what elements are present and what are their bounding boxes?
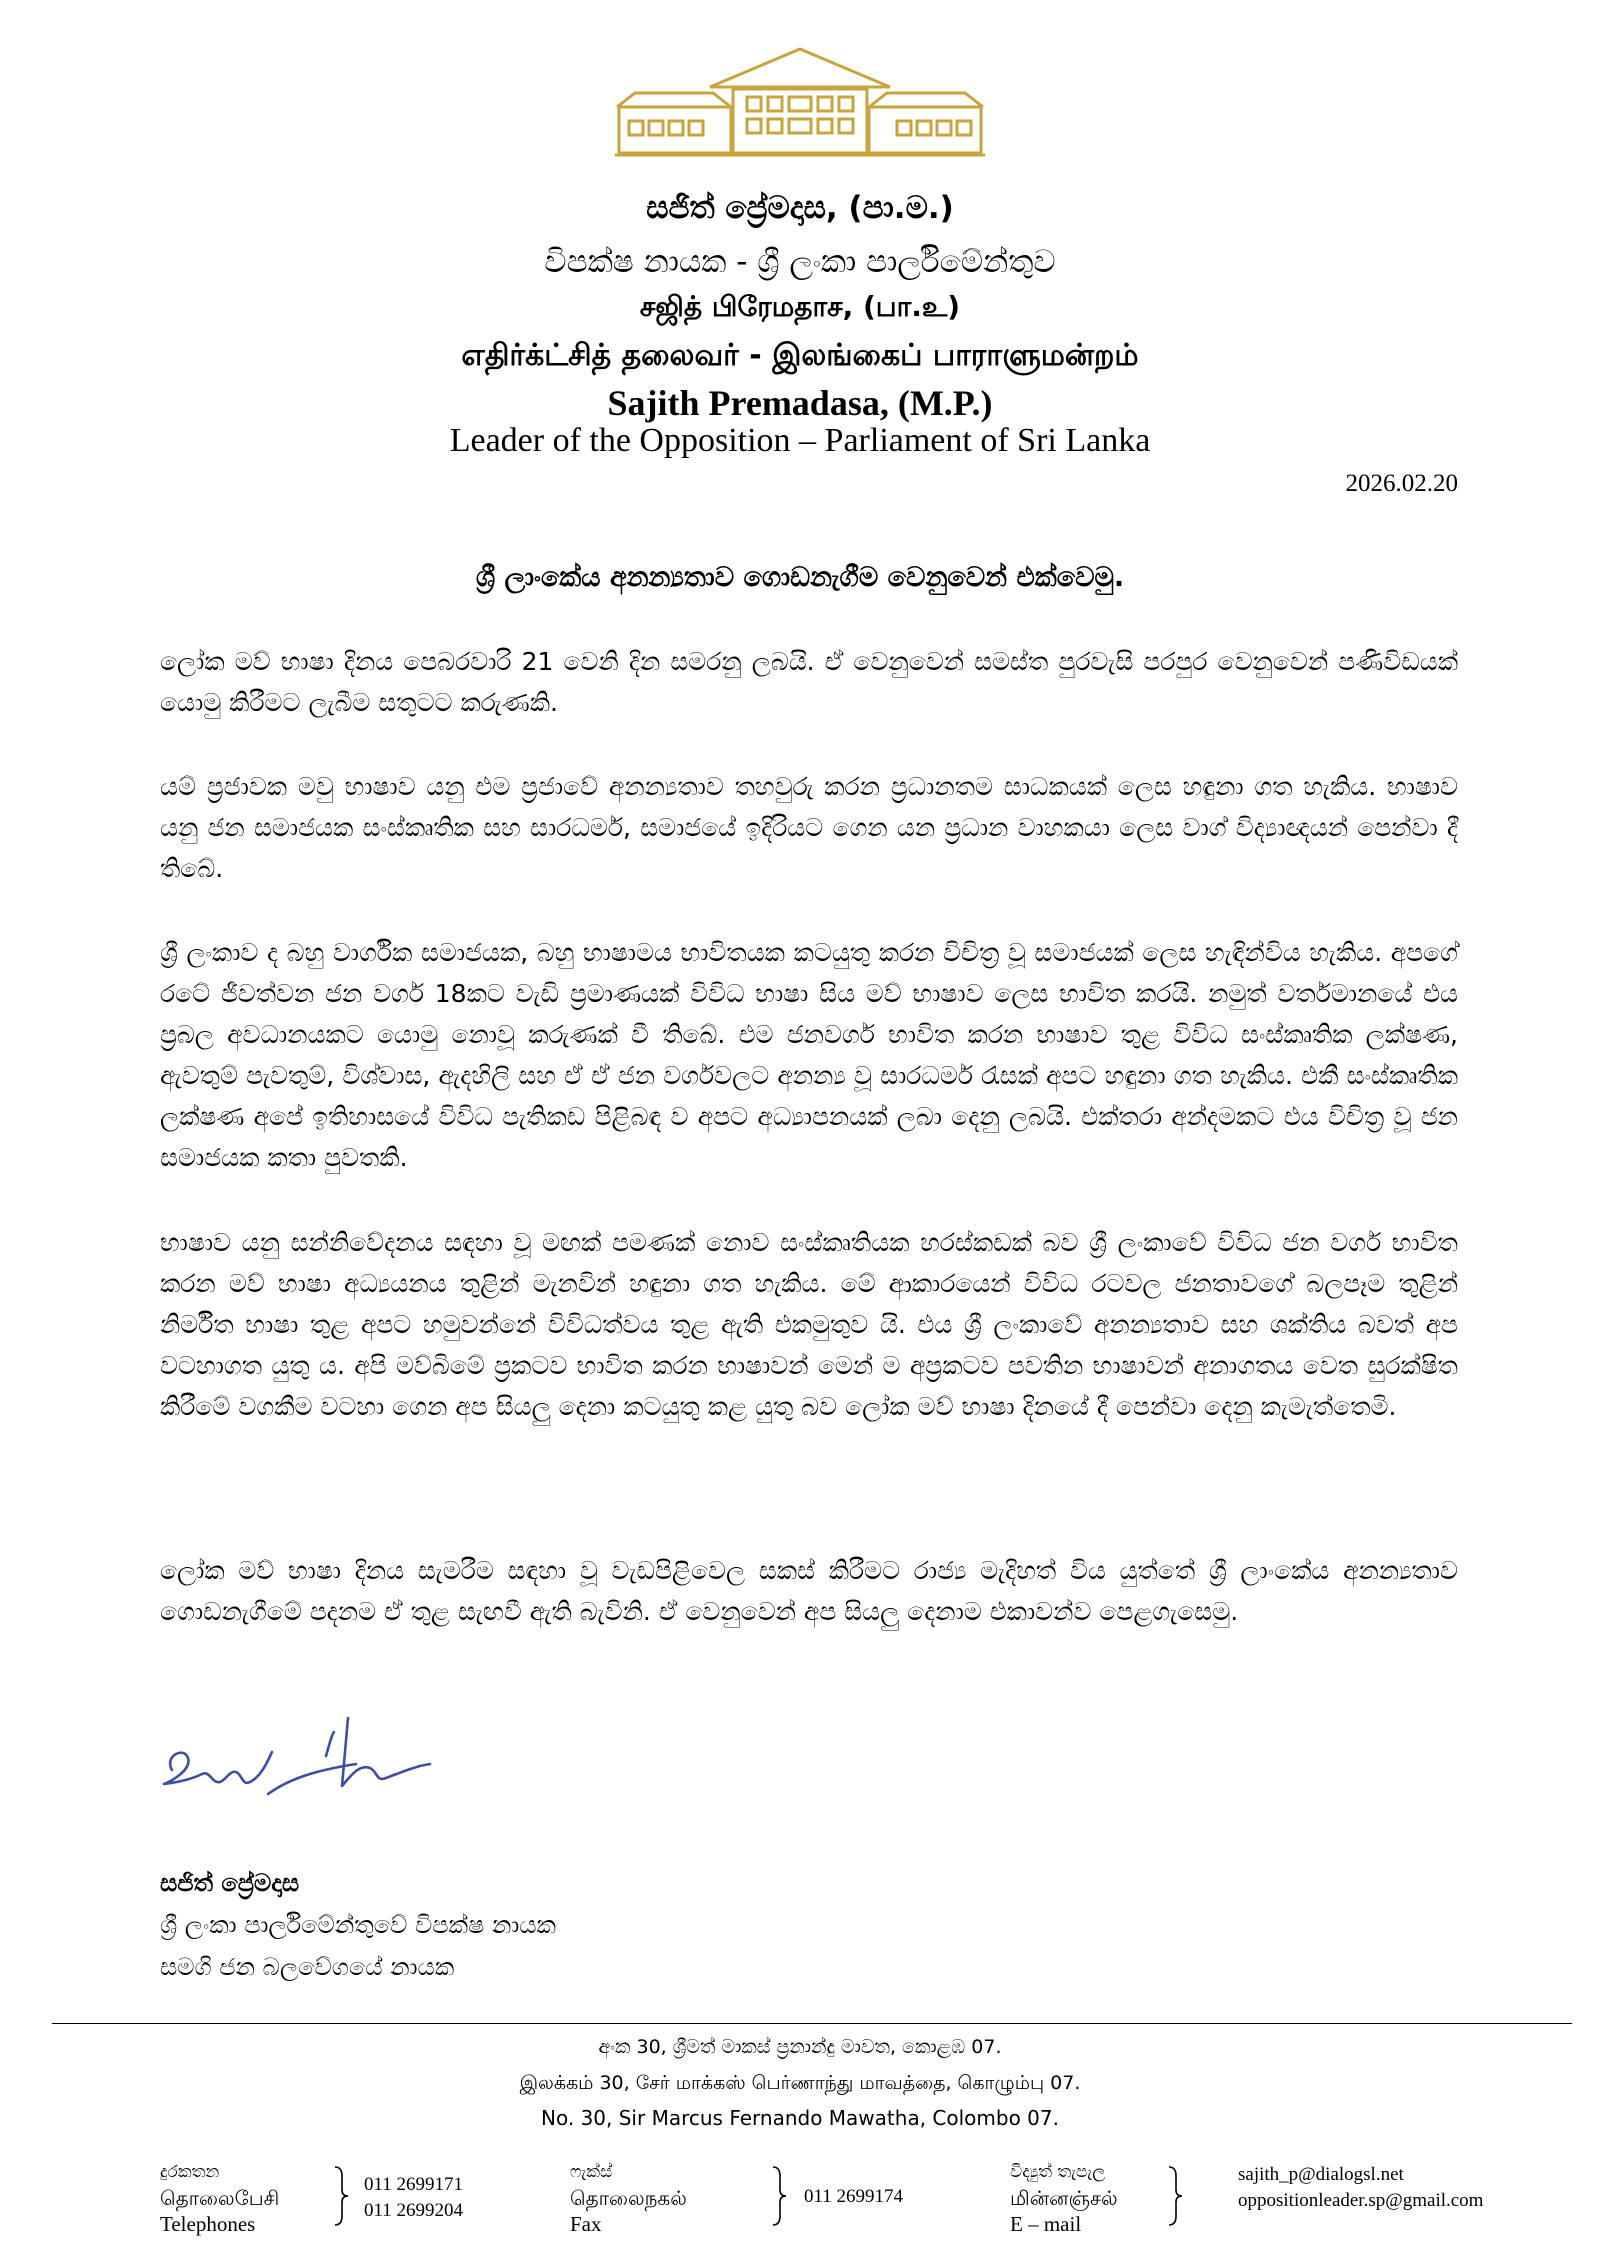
- email-label-en: E – mail: [1010, 2212, 1082, 2236]
- address-english: No. 30, Sir Marcus Fernando Mawatha, Colombo 07.: [541, 2106, 1059, 2130]
- address-sinhala: අංක 30, ශ්‍රීමත් මාකස් ප්‍රනාන්දු මාවත, කොළඹ 07.: [598, 2036, 1002, 2058]
- right-brace-icon: [770, 2166, 788, 2226]
- fax-number: 011 2699174: [804, 2186, 904, 2207]
- english-title: Leader of the Opposition – Parliament of Sri Lanka: [449, 422, 1151, 459]
- email-label-ta: மின்னஞ்சல்: [1010, 2186, 1118, 2210]
- right-brace-icon: [1166, 2166, 1184, 2226]
- telephone-numbers: [364, 2172, 463, 2224]
- body-paragraph: යම් ප්‍රජාවක මවු භාෂාව යනු එම ප්‍රජාවේ අනන්‍යතාව තහවුරු කරන ප්‍රධානතම සාධකයක් ලෙස හඳුනා ගත හැකිය. භාෂාව යනු ජන සමාජයක සංස්කෘතික සහ සාරධර්ම, සමාජයේ ඉදිරියට ගෙන යන ප්‍රධාන වාහකයා ලෙස වාග් විද්‍යාඥයන් පෙන්වා දී තිබේ.: [160, 772, 1458, 883]
- email-label: [1010, 2159, 1118, 2237]
- letter-date: 2026.02.20: [1345, 470, 1458, 497]
- body-paragraph: ශ්‍රී ලංකාව ද බහු වාර්ගික සමාජයක, බහු භාෂාමය භාවිතයක කටයුතු කරන විචිත්‍ර වූ සමාජයක් ලෙස හැඳින්විය හැකිය. අපගේ රටේ ජීවත්වන ජන වර්ග 18කට වැඩි ප්‍රමාණයක් විවිධ භාෂා සිය මව් භාෂාව ලෙස භාවිත කරයි. නමුත් වර්තමානයේ එය ප්‍රබල අවධානයකට යොමු නොවූ කරුණක් වී තිබේ. එම ජනවර්ග භාවිත කරන භාෂාව තුළ විවිධ සංස්කෘතික ලක්ෂණ, ඇවතුම් පැවතුම්, විශ්වාස, ඇදහිලි සහ ඒ ඒ ජන වර්ගවලට අනන්‍ය වූ සාරධර්ම රැසක් අපට හඳුනා ගත හැකිය. එකී සංස්කෘතික ලක්ෂණ අපේ ඉතිහාසයේ විවිධ පැතිකඩ පිළිබඳ ව අපට අධ්‍යාපනයක් ලබා දෙනු ලබයි. එක්තරා අන්දමකට එය විචිත්‍ර වූ ජන සමාජයක කතා පුවතකි.: [160, 938, 1458, 1172]
- body-paragraph: ලෝක මව් භාෂා දිනය පෙබරවාරි 21 වෙනි දින සමරනු ලබයි. ඒ වෙනුවෙන් සමස්ත පුරවැසි පරපුර වෙනුවෙන් පණිවිඩයක් යොමු කිරීමට ලැබීම සතුටට කරුණකි.: [160, 647, 1458, 717]
- signatory-name: සජිත් ප්‍රේමදාස: [160, 1869, 300, 1897]
- telephone-number: 011 2699171: [364, 2174, 464, 2195]
- body-paragraph: භාෂාව යනු සන්නිවේදනය සඳහා වූ මඟක් පමණක් නොව සංස්කෘතියක හරස්කඩක් බව ශ්‍රී ලංකාවේ විවිධ ජන වර්ග භාවිත කරන මව් භාෂා අධ්‍යයනය තුළින් මැනවින් හඳුනා ගත හැකිය. මේ ආකාරයෙන් විවිධ රටවල ජනතාවගේ බලපෑම තුළින් නිර්මිත භාෂා තුළ අපට හමුවන්නේ විවිධත්වය තුළ ඇති එකමුතුව යි. එය ශ්‍රී ලංකාවේ අනන්‍යතාව සහ ශක්තිය බවත් අප වටහාගත යුතු ය. අපි මව්බිමේ ප්‍රකටව භාවිත කරන භාෂාවන් මෙන් ම අප්‍රකටව පවතින භාෂාවන් අනාගතය වෙත සුරක්ෂිත කිරීමේ වගකීම වටහා ගෙන අප සියලු දෙනා කටයුතු කළ යුතු බව ලෝක මව් භාෂා දිනයේ දී පෙන්වා දෙනු කැමැත්තෙමි.: [160, 1228, 1458, 1421]
- address-tamil: இலக்கம் 30, சேர் மாக்கஸ் பெர்ணாந்து மாவத்தை, கொழும்பு 07.: [519, 2072, 1081, 2094]
- sinhala-title: විපක්ෂ නායක - ශ්‍රී ලංකා පාර්ලිමේන්තුව: [544, 244, 1056, 280]
- fax-label-en: Fax: [570, 2212, 602, 2236]
- email-address[interactable]: oppositionleader.sp@gmail.com: [1238, 2190, 1484, 2211]
- email-label-si: විද්‍යුත් තැපැල: [1010, 2162, 1106, 2182]
- signatory-title: ශ්‍රී ලංකා පාර්ලිමේන්තුවේ විපක්ෂ නායක: [160, 1911, 556, 1939]
- telephone-number: 011 2699204: [364, 2200, 464, 2221]
- telephone-label-en: Telephones: [160, 2212, 256, 2236]
- email-addresses: [1238, 2162, 1483, 2214]
- signatory-title: සමගි ජන බලවේගයේ නායක: [160, 1953, 455, 1981]
- fax-label-ta: தொலைநகல்: [570, 2186, 687, 2210]
- body-paragraph: ලෝක මව් භාෂා දිනය සැමරීම සඳහා වූ වැඩපිළිවෙල සකස් කිරීමට රාජ්‍ය මැදිහත් විය යුත්තේ ශ්‍රී ලාංකේය අනන්‍යතාව ගොඩනැගීමේ පදනම ඒ තුළ සැඟවී ඇති බැවිනි. ඒ වෙනුවෙන් අප සියලු දෙනාම එකාවන්ව පෙළගැසෙමු.: [160, 1556, 1458, 1626]
- telephone-label-ta: தொலைபேசி: [160, 2186, 280, 2210]
- handwritten-signature: [150, 1712, 490, 1812]
- tamil-title: எதிர்க்ட்சித் தலைவர் - இலங்கைப் பாராளுமன்றம்: [461, 338, 1139, 373]
- signatory-block: [160, 1862, 860, 1988]
- letter-headline: ශ්‍රී ලාංකේය අනන්‍යතාව ගොඩනැගීම වෙනුවෙන් එක්වෙමු.: [475, 562, 1125, 593]
- sinhala-name: සජිත් ප්‍රේමදාස, (පා.ම.): [646, 190, 954, 226]
- telephone-label-si: දුරකතන: [160, 2162, 220, 2182]
- telephone-label: [160, 2159, 279, 2237]
- fax-label: [570, 2159, 687, 2237]
- fax-label-si: ෆැක්ස්: [570, 2162, 613, 2182]
- email-link[interactable]: sajith_p@dialogsl.net: [1238, 2164, 1404, 2185]
- footer-divider: [52, 2023, 1572, 2024]
- right-brace-icon: [332, 2166, 350, 2226]
- tamil-name: சஜித் பிரேமதாச, (பா.உ): [639, 290, 961, 323]
- english-name: Sajith Premadasa, (M.P.): [607, 383, 993, 423]
- parliament-logo-icon: [615, 45, 985, 157]
